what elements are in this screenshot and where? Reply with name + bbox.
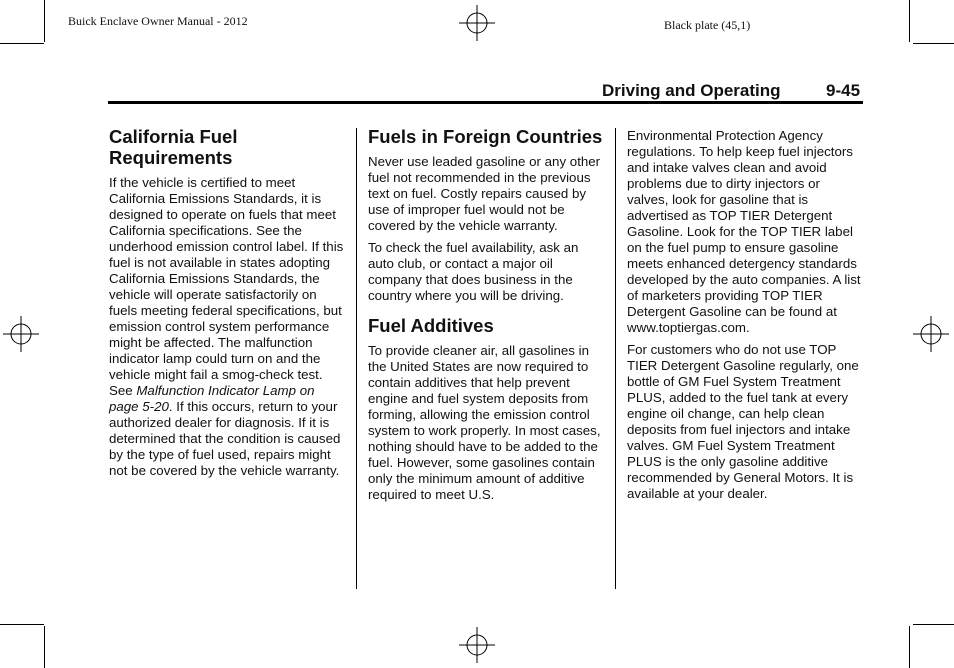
- section-title: Driving and Operating: [602, 81, 781, 100]
- crop-mark: [0, 624, 44, 625]
- registration-mark-right: [913, 316, 949, 352]
- column-1: [109, 126, 347, 485]
- paragraph: To provide cleaner air, all gasolines in the United States are now required to contain additives that help prevent engine and fuel system deposits from forming, allowing the emission control system to work properly. In most cases, nothing should have to be added to the fuel. However, some gasolines contain only the minimum amount of additive required to meet U.S.: [368, 343, 601, 502]
- paragraph-text: . If this occurs, return to your authorized dealer for diagnosis. If it is determined that the condition is caused by the type of fuel used, repairs might not be covered by the vehicle warranty.: [109, 399, 341, 478]
- crop-mark: [44, 0, 45, 42]
- column-divider: [615, 128, 616, 589]
- manual-title: Buick Enclave Owner Manual - 2012: [68, 14, 248, 28]
- paragraph: Never use leaded gasoline or any other fuel not recommended in the previous text on fuel. Costly repairs caused by use of improper fuel would not be covered by the vehicle warranty.: [368, 154, 601, 233]
- paragraph: For customers who do not use TOP TIER Detergent Gasoline regularly, one bottle of GM Fuel System Treatment PLUS, added to the fuel tank at every engine oil change, can help clean deposits from fuel injectors and intake valves. GM Fuel System Treatment PLUS is the only gasoline additive recommended by General Motors. It is available at your dealer.: [627, 342, 859, 501]
- crop-mark: [909, 626, 910, 668]
- registration-mark-bottom: [459, 627, 495, 663]
- crop-mark: [909, 0, 910, 42]
- heading-california-fuel: California Fuel Requirements: [109, 126, 238, 168]
- black-plate-label: Black plate (45,1): [664, 18, 751, 32]
- paragraph-text: If the vehicle is certified to meet California Emissions Standards, it is designed to operate on fuels that meet California specifications. See the underhood emission control label. If this fuel is not available in states adopting California Emissions Standards, the vehicle will operate satisfactorily on fuels meeting federal specifications, but emission control system performance might be affected. The malfunction indicator lamp could turn on and the vehicle might fail a smog-check test. See: [109, 175, 344, 398]
- registration-mark-top: [459, 5, 495, 41]
- crop-mark: [913, 624, 954, 625]
- heading-fuel-additives: Fuel Additives: [368, 315, 494, 336]
- column-3: [627, 128, 863, 508]
- crop-mark: [44, 626, 45, 668]
- crop-mark: [0, 43, 44, 44]
- header-rule: [108, 101, 863, 104]
- column-2: [368, 126, 606, 509]
- page-number: 9-45: [826, 81, 861, 100]
- paragraph: To check the fuel availability, ask an auto club, or contact a major oil company that does business in the country where you will be driving.: [368, 240, 579, 303]
- paragraph: Environmental Protection Agency regulations. To help keep fuel injectors and intake valves clean and avoid problems due to dirty injectors or valves, look for gasoline that is advertised as TOP TIER Detergent Gasoline. Look for the TOP TIER label on the fuel pump to ensure gasoline meets enhanced detergency standards developed by the auto companies. A list of marketers providing TOP TIER Detergent Gasoline can be found at www.toptiergas.com.: [627, 128, 861, 335]
- cross-reference-link[interactable]: Malfunction Indicator Lamp on page 5-20: [109, 383, 315, 414]
- registration-mark-left: [3, 316, 39, 352]
- column-divider: [356, 128, 357, 589]
- heading-foreign-fuels: Fuels in Foreign Countries: [368, 126, 603, 147]
- paragraph: [109, 175, 347, 479]
- crop-mark: [913, 43, 954, 44]
